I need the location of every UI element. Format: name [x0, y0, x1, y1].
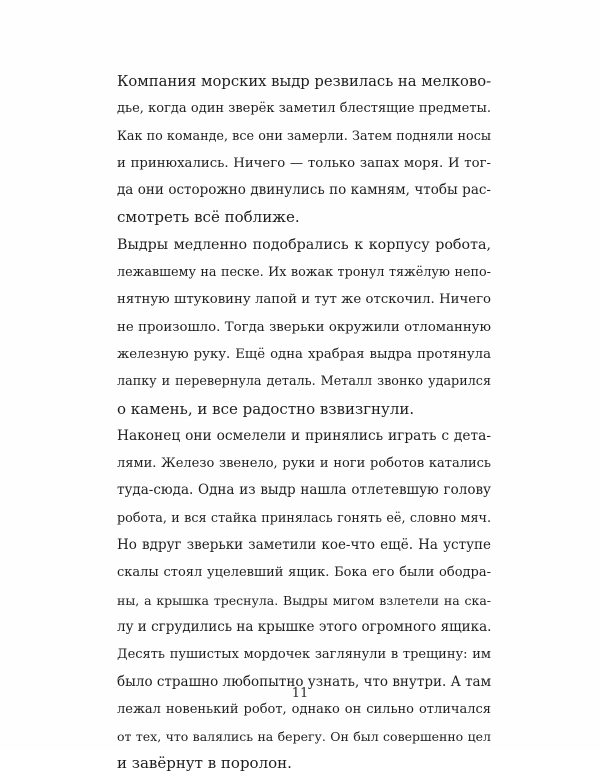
paragraph-2-line-6: лапку и перевернула деталь. Металл звонко ударился	[117, 374, 491, 390]
body-text	[117, 68, 491, 778]
paragraph-4-line-1: Но вдруг зверьки заметили кое-что ещё. На уступе	[117, 537, 491, 554]
paragraph-2-line-7: о камень, и все радостно взвизгнули.	[117, 399, 415, 418]
paragraph-2-line-5: железную руку. Ещё одна храбрая выдра протянула	[117, 346, 491, 362]
paragraph-4-line-8: от тех, что валялись на берегу. Он был совершенно цел	[117, 729, 491, 745]
paragraph-1-line-1: Компания морских выдр резвилась на мелково-	[117, 73, 492, 90]
paragraph-4-line-3: ны, а крышка треснула. Выдры мигом взлетели на ска-	[117, 592, 491, 608]
paragraph-3-line-2: лями. Железо звенело, руки и ноги роботов катались	[117, 456, 491, 472]
paragraph-1-line-5: да они осторожно двинулись по камням, чтобы рас-	[117, 182, 491, 199]
page-number: 11	[291, 686, 309, 701]
paragraph-1-line-4: и принюхались. Ничего — только запах моря. И тог-	[117, 155, 491, 171]
paragraph-1-line-3: Как по команде, все они замерли. Затем подняли носы	[117, 128, 491, 144]
paragraph-4-line-4: лу и сгрудились на крышке этого огромного ящика.	[117, 618, 492, 635]
paragraph-4-line-9: и завёрнут в поролон.	[117, 754, 292, 773]
paragraph-3-line-3: туда-сюда. Одна из выдр нашла отлетевшую голову	[117, 482, 491, 499]
paragraph-2-line-4: не произошло. Тогда зверьки окружили отломанную	[117, 319, 491, 335]
paragraph-3-line-1: Наконец они осмелели и принялись играть с дета-	[117, 427, 491, 444]
paragraph-4-line-7: лежал новенький робот, однако он сильно отличался	[117, 701, 491, 717]
paragraph-1-line-6: смотреть всё поближе.	[117, 208, 300, 227]
paragraph-4-line-5: Десять пушистых мордочек заглянули в трещину: им	[117, 647, 491, 663]
paragraph-2-line-2: лежавшему на песке. Их вожак тронул тяжёлую непо-	[117, 265, 491, 281]
paragraph-3-line-4: робота, и вся стайка принялась гонять её, словно мяч.	[117, 510, 491, 526]
paragraph-2-line-3: нятную штуковину лапой и тут же отскочил. Ничего	[117, 292, 491, 308]
paragraph-1-line-2: дье, когда один зверёк заметил блестящие предметы.	[117, 101, 491, 117]
paragraph-4-line-6: было страшно любопытно узнать, что внутри. А там	[117, 673, 492, 690]
paragraph-2-line-1: Выдры медленно подобрались к корпусу робота,	[117, 236, 491, 253]
paragraph-4-line-2: скалы стоял уцелевший ящик. Бока его были ободра-	[117, 565, 491, 581]
